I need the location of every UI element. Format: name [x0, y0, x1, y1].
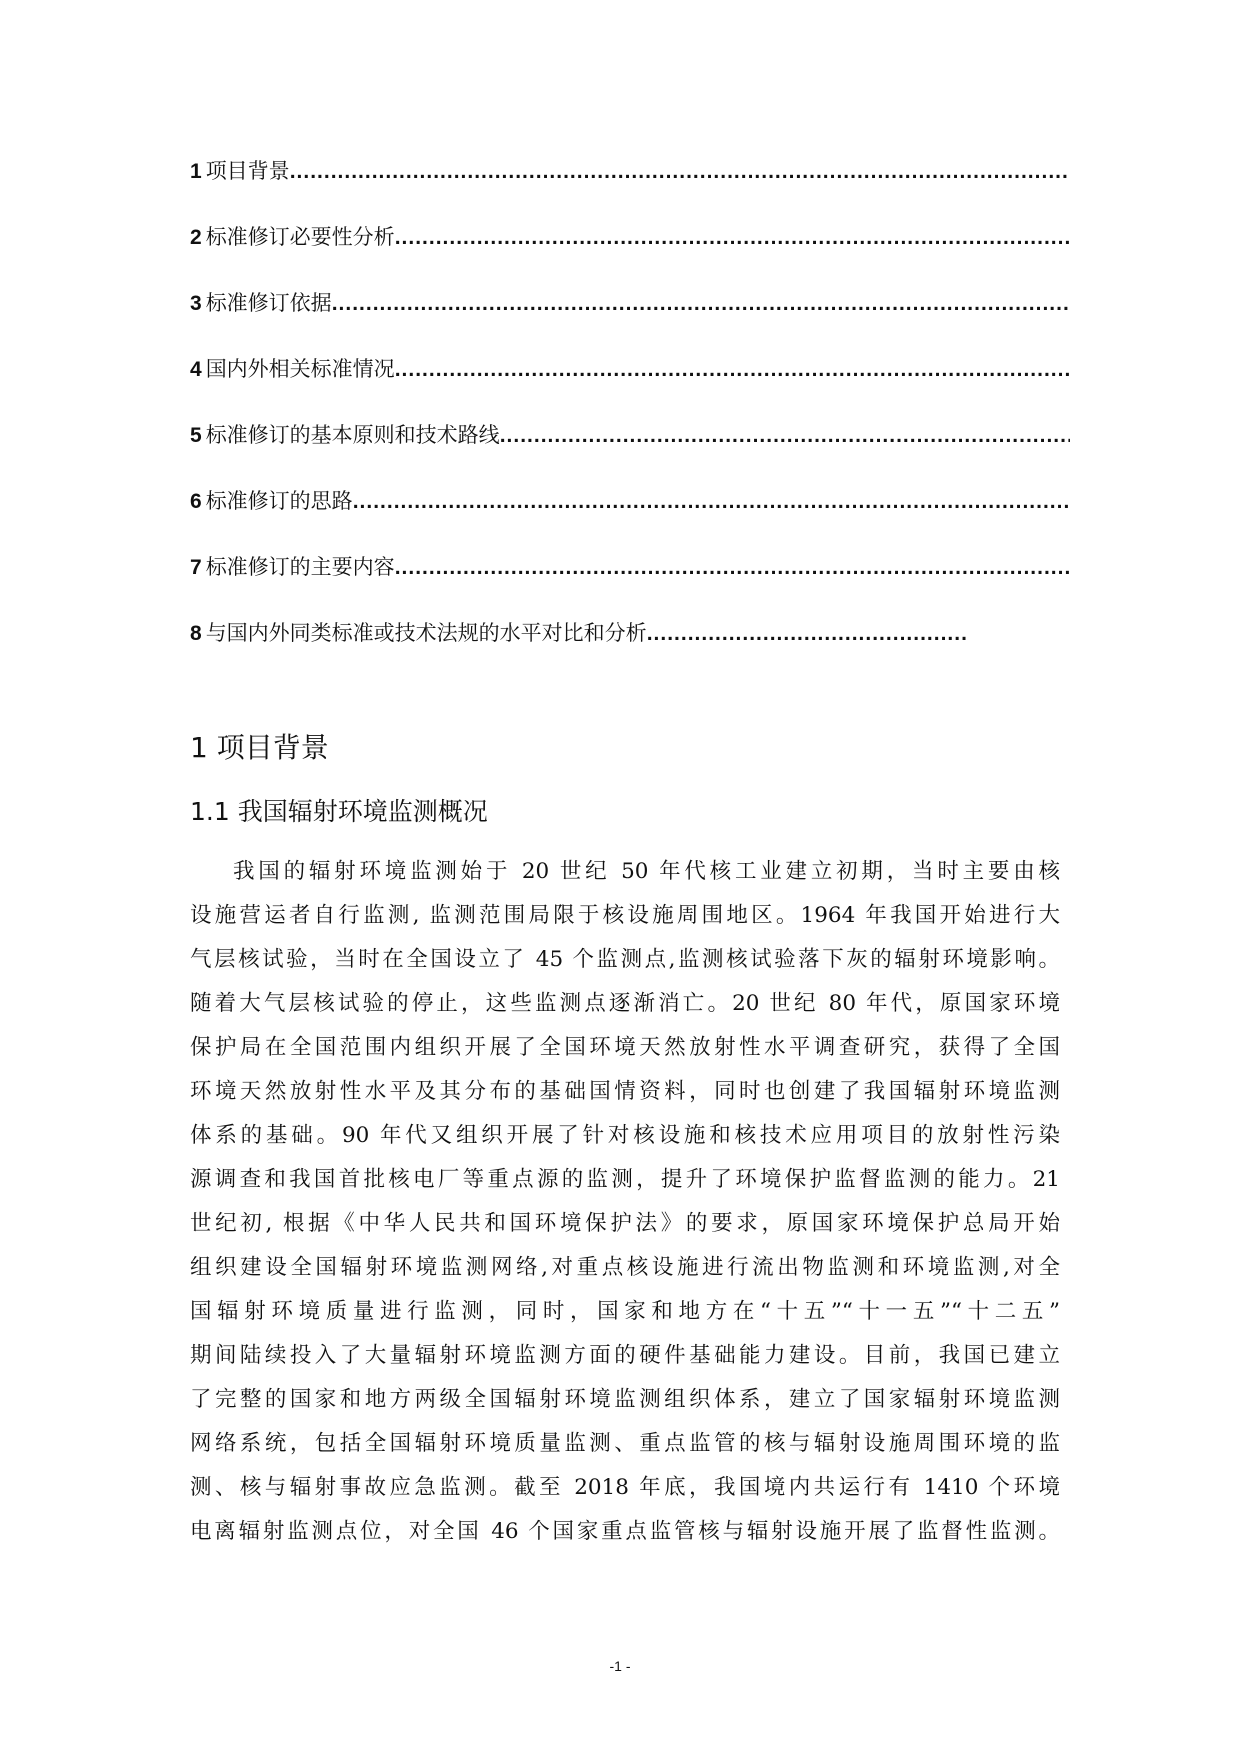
toc-entry-title: 与国内外同类标准或技术法规的水平对比和分析 — [205, 621, 647, 645]
paragraph-line: 网络系统，包括全国辐射环境质量监测、重点监管的核与辐射设施周围环境的监 — [190, 1431, 1060, 1456]
body-paragraph — [190, 850, 1060, 1554]
toc-entry-number: 5 — [190, 424, 202, 447]
toc-entry-title: 国内外相关标准情况 — [205, 357, 395, 381]
section-heading: 1 项目背景 — [190, 731, 329, 764]
toc-entry[interactable] — [190, 420, 1070, 486]
paragraph-line: 电离辐射监测点位，对全国 46 个国家重点监管核与辐射设施开展了监督性监测。 — [190, 1519, 1060, 1544]
paragraph-line: 气层核试验，当时在全国设立了 45 个监测点,监测核试验落下灰的辐射环境影响。 — [190, 947, 1060, 972]
toc-dot-leader — [395, 355, 1070, 385]
toc-entry[interactable] — [190, 222, 1070, 288]
toc-entry[interactable] — [190, 486, 1070, 552]
paragraph-line: 我国的辐射环境监测始于 20 世纪 50 年代核工业建立初期，当时主要由核 — [233, 859, 1060, 884]
toc-entry-number: 1 — [190, 160, 202, 183]
toc-entry-number: 3 — [190, 292, 202, 315]
toc-dot-leader — [353, 487, 1070, 517]
toc-entry-title: 项目背景 — [205, 159, 290, 183]
paragraph-line: 保护局在全国范围内组织开展了全国环境天然放射性水平调查研究，获得了全国 — [190, 1035, 1060, 1060]
page-number: -1 - — [609, 1658, 631, 1674]
toc-entry-title: 标准修订必要性分析 — [205, 225, 395, 249]
subsection-heading: 1.1 我国辐射环境监测概况 — [190, 797, 488, 826]
toc-entry[interactable] — [190, 552, 1070, 618]
paragraph-line: 组织建设全国辐射环境监测网络,对重点核设施进行流出物监测和环境监测,对全 — [190, 1255, 1060, 1280]
toc-entry-number: 2 — [190, 226, 202, 249]
paragraph-line: 体系的基础。90 年代又组织开展了针对核设施和核技术应用项目的放射性污染 — [190, 1123, 1060, 1148]
toc-dot-leader — [647, 619, 967, 649]
paragraph-line: 设施营运者自行监测, 监测范围局限于核设施周围地区。1964 年我国开始进行大 — [190, 903, 1060, 928]
paragraph-line: 期间陆续投入了大量辐射环境监测方面的硬件基础能力建设。目前，我国已建立 — [190, 1343, 1060, 1368]
table-of-contents — [190, 156, 1070, 684]
paragraph-line: 世纪初, 根据《中华人民共和国环境保护法》的要求，原国家环境保护总局开始 — [190, 1211, 1060, 1236]
toc-entry-title: 标准修订的基本原则和技术路线 — [205, 423, 500, 447]
toc-dot-leader — [395, 553, 1070, 583]
toc-dot-leader — [500, 421, 1070, 451]
toc-entry[interactable] — [190, 288, 1070, 354]
toc-entry-number: 8 — [190, 622, 202, 645]
toc-entry[interactable] — [190, 156, 1070, 222]
toc-entry-title: 标准修订的主要内容 — [205, 555, 395, 579]
toc-dot-leader — [332, 289, 1070, 319]
paragraph-line: 随着大气层核试验的停止，这些监测点逐渐消亡。20 世纪 80 年代，原国家环境 — [190, 991, 1060, 1016]
toc-dot-leader — [395, 223, 1070, 253]
paragraph-line: 国辐射环境质量进行监测，同时，国家和地方在“十五”“十一五”“十二五” — [190, 1299, 1060, 1324]
paragraph-line: 了完整的国家和地方两级全国辐射环境监测组织体系，建立了国家辐射环境监测 — [190, 1387, 1060, 1412]
toc-entry[interactable] — [190, 354, 1070, 420]
toc-entry[interactable] — [190, 618, 1070, 684]
paragraph-line: 环境天然放射性水平及其分布的基础国情资料，同时也创建了我国辐射环境监测 — [190, 1079, 1060, 1104]
toc-entry-number: 4 — [190, 358, 202, 381]
paragraph-line: 测、核与辐射事故应急监测。截至 2018 年底，我国境内共运行有 1410 个环境 — [190, 1475, 1060, 1500]
toc-entry-title: 标准修订的思路 — [205, 489, 353, 513]
toc-entry-title: 标准修订依据 — [205, 291, 332, 315]
toc-entry-number: 6 — [190, 490, 202, 513]
toc-entry-number: 7 — [190, 556, 202, 579]
paragraph-line: 源调查和我国首批核电厂等重点源的监测，提升了环境保护监督监测的能力。21 — [190, 1167, 1060, 1192]
toc-dot-leader — [290, 157, 1070, 187]
